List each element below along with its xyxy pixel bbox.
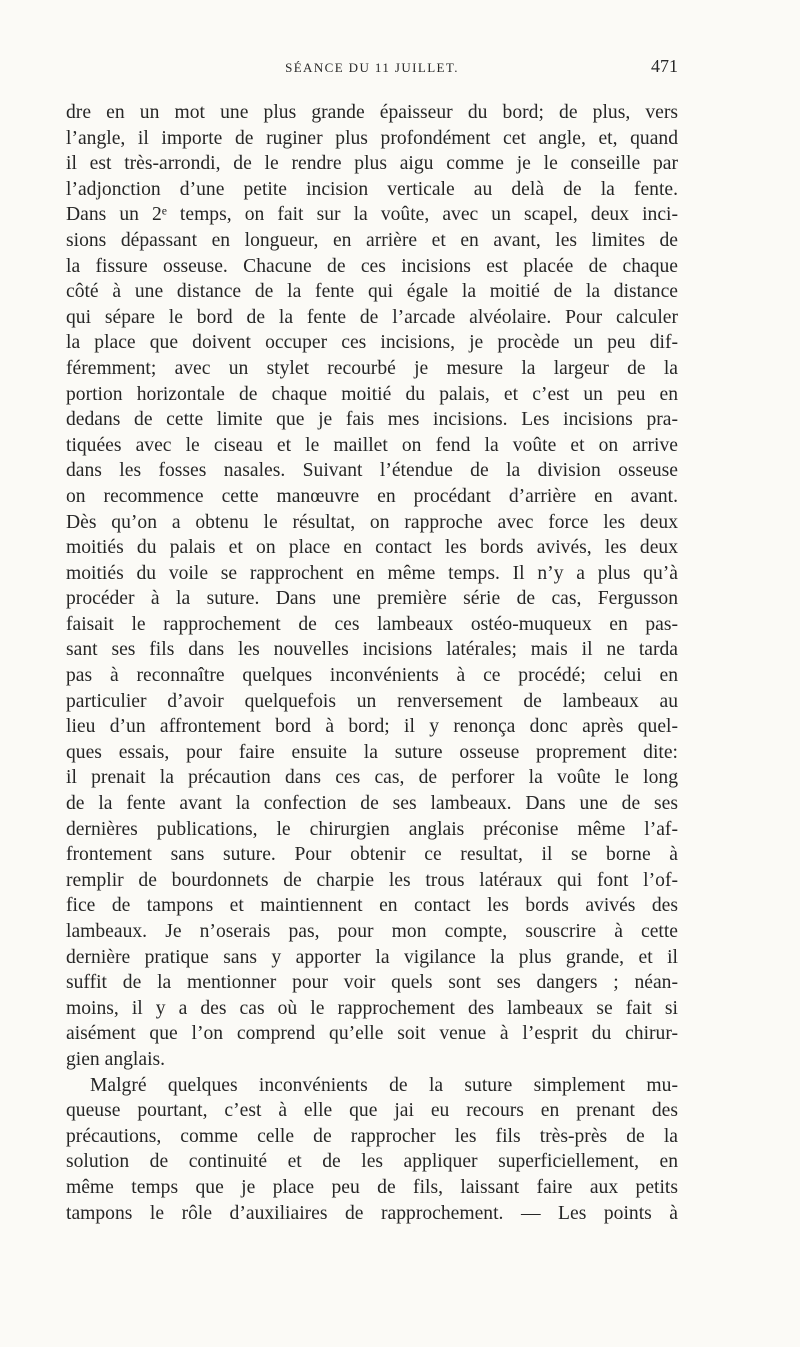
running-title: SÉANCE DU 11 JUILLET. bbox=[285, 60, 459, 75]
text-line: ques essais, pour faire ensuite la suture osseuse proprement dite: bbox=[66, 741, 678, 763]
text-line: la fissure osseuse. Chacune de ces incisions est placée de chaque bbox=[66, 255, 678, 277]
text-line: il prenait la précaution dans ces cas, de perforer la voûte le long bbox=[66, 767, 678, 789]
text-line: queuse pourtant, c’est à elle que jai eu recours en prenant des bbox=[66, 1100, 678, 1122]
text-line: portion horizontale de chaque moitié du palais, et c’est un peu en bbox=[66, 383, 678, 405]
text-line: fice de tampons et maintiennent en contact les bords avivés des bbox=[66, 895, 678, 917]
running-head bbox=[66, 56, 678, 80]
text-line: dernière pratique sans y apporter la vigilance la plus grande, et il bbox=[66, 946, 678, 968]
text-line: moitiés du voile se rapprochent en même temps. Il n’y a plus qu’à bbox=[66, 562, 678, 584]
text-line: précautions, comme celle de rapprocher les fils très-près de la bbox=[66, 1125, 678, 1147]
text-line-paragraph-start: Malgré quelques inconvénients de la suture simplement mu- bbox=[90, 1074, 678, 1096]
text-line: féremment; avec un stylet recourbé je mesure la largeur de la bbox=[66, 357, 678, 379]
text-line: côté à une distance de la fente qui égale la moitié de la distance bbox=[66, 281, 678, 303]
text-line: suffit de la mentionner pour voir quels sont ses dangers ; néan- bbox=[66, 972, 678, 994]
text-line: la place que doivent occuper ces incisions, je procède un peu dif- bbox=[66, 332, 678, 354]
text-line: tampons le rôle d’auxiliaires de rapprochement. — Les points à bbox=[66, 1202, 678, 1224]
text-line: dernières publications, le chirurgien anglais préconise même l’af- bbox=[66, 818, 678, 840]
text-line: moitiés du palais et on place en contact les bords avivés, les deux bbox=[66, 537, 678, 559]
text-line: lieu d’un affrontement bord à bord; il y renonça donc après quel- bbox=[66, 716, 678, 738]
text-line: procéder à la suture. Dans une première série de cas, Fergusson bbox=[66, 588, 678, 610]
text-line: de la fente avant la confection de ses lambeaux. Dans une de ses bbox=[66, 793, 678, 815]
page-number: 471 bbox=[651, 56, 678, 76]
text-line: il est très-arrondi, de le rendre plus aigu comme je le conseille par bbox=[66, 153, 678, 175]
text-line: frontement sans suture. Pour obtenir ce resultat, il se borne à bbox=[66, 844, 678, 866]
text-line: remplir de bourdonnets de charpie les trous latéraux qui font l’of- bbox=[66, 869, 678, 891]
body-text bbox=[66, 100, 678, 1226]
text-line: Dès qu’on a obtenu le résultat, on rapproche avec force les deux bbox=[66, 511, 678, 533]
text-line: dans les fosses nasales. Suivant l’étendue de la division osseuse bbox=[66, 460, 678, 482]
text-line: l’angle, il importe de ruginer plus profondément cet angle, et, quand bbox=[66, 127, 678, 149]
text-line: Dans un 2ᵉ temps, on fait sur la voûte, avec un scapel, deux inci- bbox=[66, 204, 678, 226]
text-line: l’adjonction d’une petite incision verticale au delà de la fente. bbox=[66, 178, 678, 200]
text-line: faisait le rapprochement de ces lambeaux ostéo-muqueux en pas- bbox=[66, 613, 678, 635]
text-line: lambeaux. Je n’oserais pas, pour mon compte, souscrire à cette bbox=[66, 921, 678, 942]
text-line: qui sépare le bord de la fente de l’arcade alvéolaire. Pour calculer bbox=[66, 306, 678, 328]
text-line: tiquées avec le ciseau et le maillet on fend la voûte et on arrive bbox=[66, 434, 678, 456]
text-line: même temps que je place peu de fils, laissant faire aux petits bbox=[66, 1176, 678, 1198]
text-line: aisément que l’on comprend qu’elle soit venue à l’esprit du chirur- bbox=[66, 1023, 678, 1045]
text-line-paragraph-end: gien anglais. bbox=[66, 1048, 166, 1070]
text-line: on recommence cette manœuvre en procédant d’arrière en avant. bbox=[66, 485, 678, 507]
text-line: moins, il y a des cas où le rapprochement des lambeaux se fait si bbox=[66, 997, 678, 1019]
text-line: solution de continuité et de les appliquer superficiellement, en bbox=[66, 1151, 678, 1173]
text-line: dedans de cette limite que je fais mes incisions. Les incisions pra- bbox=[66, 409, 678, 431]
text-line: sant ses fils dans les nouvelles incisions latérales; mais il ne tarda bbox=[66, 639, 678, 661]
text-line: dre en un mot une plus grande épaisseur du bord; de plus, vers bbox=[66, 102, 678, 123]
text-line: sions dépassant en longueur, en arrière et en avant, les limites de bbox=[66, 229, 678, 251]
text-line: particulier d’avoir quelquefois un renversement de lambeaux au bbox=[66, 690, 678, 712]
text-line: pas à reconnaître quelques inconvénients à ce procédé; celui en bbox=[66, 665, 678, 687]
